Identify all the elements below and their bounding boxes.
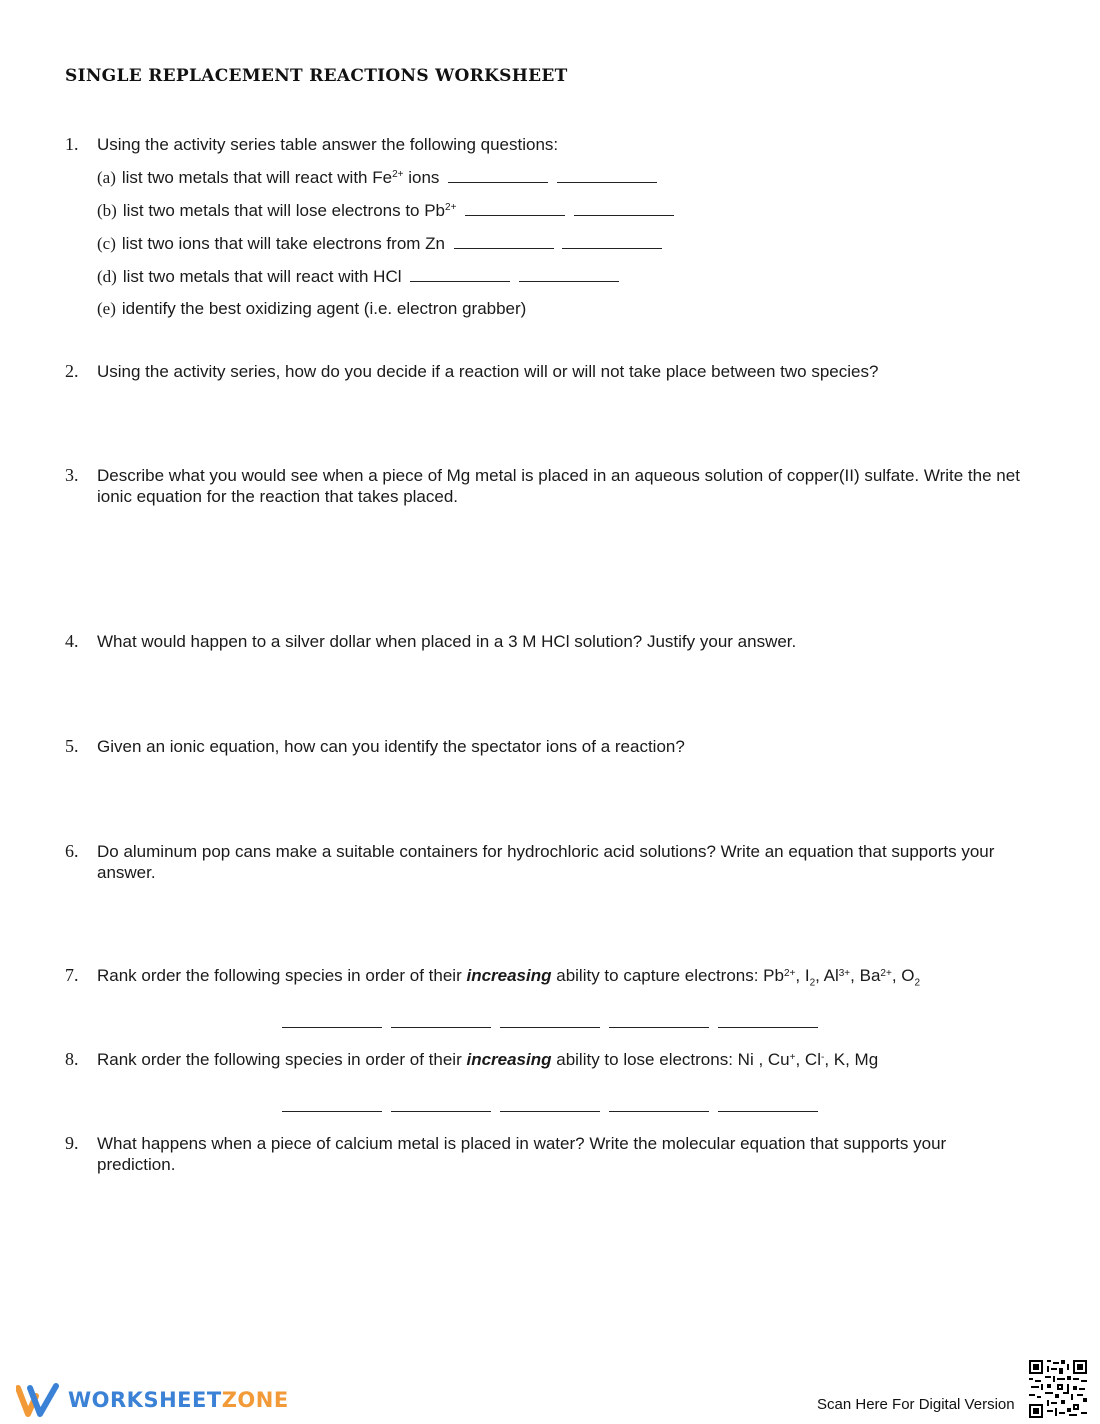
question-5: [65, 736, 1025, 757]
sub-text: list two ions that will take electrons from Zn: [121, 234, 445, 253]
charge-superscript: -: [820, 1052, 825, 1063]
question-text: What would happen to a silver dollar when placed in a 3 M HCl solution? Justify your answer.: [97, 632, 797, 651]
question-number: 6.: [65, 841, 79, 861]
answer-blank[interactable]: [448, 166, 548, 183]
text-part: , Al: [815, 966, 839, 985]
charge-superscript: 2+: [783, 968, 796, 979]
question-number: 1.: [65, 134, 79, 154]
question-text: Describe what you would see when a piece of Mg metal is placed in an aqueous solution of copper(II) sulfate. Write the net ionic equation for the reaction that takes placed.: [97, 466, 1020, 506]
answer-blank[interactable]: [557, 166, 657, 183]
charge-superscript: 3+: [838, 968, 851, 979]
question-7: [65, 965, 1025, 993]
question-2: [65, 361, 1025, 382]
text-part: , Ba: [850, 966, 881, 985]
text-part: , O: [891, 966, 915, 985]
sub-label: (a): [97, 168, 116, 187]
question-number: 8.: [65, 1049, 79, 1069]
question-number: 7.: [65, 965, 79, 985]
text-part: , I: [795, 966, 810, 985]
sub-text: list two metals that will react with HCl: [122, 267, 402, 286]
text-part: ability to lose electrons: Ni , Cu: [551, 1050, 790, 1069]
qr-code-icon[interactable]: [1029, 1360, 1087, 1418]
answer-blank[interactable]: [391, 1009, 491, 1028]
scan-caption: Scan Here For Digital Version: [817, 1396, 1015, 1413]
sub-text: list two metals that will lose electrons to Pb: [122, 201, 446, 220]
question-1c: [97, 232, 662, 254]
emphasis-text: increasing: [466, 1050, 552, 1069]
question-3: [65, 465, 1025, 507]
answer-blank[interactable]: [410, 265, 510, 282]
sub-text: identify the best oxidizing agent (i.e. electron grabber): [121, 299, 527, 318]
ranking-blanks-8: [282, 1093, 827, 1117]
question-9: [65, 1133, 1025, 1175]
answer-blank[interactable]: [282, 1093, 382, 1112]
answer-blank[interactable]: [609, 1009, 709, 1028]
sub-label: (e): [97, 299, 116, 318]
question-text: [97, 1049, 1025, 1070]
answer-blank[interactable]: [500, 1009, 600, 1028]
brand-part-1: WORKSHEET: [68, 1388, 222, 1412]
ranking-blanks-7: [282, 1009, 827, 1033]
answer-blank[interactable]: [609, 1093, 709, 1112]
sub-label: (d): [97, 267, 117, 286]
text-part: ability to capture electrons: Pb: [551, 966, 784, 985]
charge-superscript: 2+: [445, 202, 457, 213]
answer-blank[interactable]: [519, 265, 619, 282]
answer-blank[interactable]: [562, 232, 662, 249]
question-number: 3.: [65, 465, 79, 485]
charge-superscript: +: [789, 1052, 796, 1063]
question-1b: [97, 199, 674, 221]
charge-superscript: 2+: [392, 169, 404, 180]
sub-label: (c): [97, 234, 116, 253]
answer-blank[interactable]: [718, 1093, 818, 1112]
worksheetzone-logo[interactable]: [16, 1382, 289, 1418]
question-1a: [97, 166, 657, 188]
answer-blank[interactable]: [391, 1093, 491, 1112]
answer-blank[interactable]: [454, 232, 554, 249]
question-1: [65, 134, 1025, 155]
question-4: [65, 631, 1025, 652]
worksheet-title: SINGLE REPLACEMENT REACTIONS WORKSHEET: [65, 66, 568, 86]
answer-blank[interactable]: [500, 1093, 600, 1112]
w-logo-icon: [16, 1382, 62, 1418]
sub-text-end: ions: [403, 168, 440, 187]
question-text: What happens when a piece of calcium metal is placed in water? Write the molecular equation that supports your prediction.: [97, 1134, 947, 1174]
answer-blank[interactable]: [718, 1009, 818, 1028]
question-number: 9.: [65, 1133, 79, 1153]
text-part: Rank order the following species in order of their: [97, 1050, 467, 1069]
question-1d: [97, 265, 619, 287]
sub-text: list two metals that will react with Fe: [121, 168, 393, 187]
subscript: 2: [809, 977, 816, 989]
text-part: , Cl: [795, 1050, 821, 1069]
question-text: [97, 965, 1025, 993]
question-text: Using the activity series, how do you decide if a reaction will or will not take place between two species?: [97, 362, 879, 381]
sub-label: (b): [97, 201, 117, 220]
question-6: [65, 841, 1025, 883]
answer-blank[interactable]: [282, 1009, 382, 1028]
emphasis-text: increasing: [466, 966, 552, 985]
question-number: 2.: [65, 361, 79, 381]
charge-superscript: 2+: [880, 968, 892, 979]
brand-part-2: ZONE: [221, 1388, 289, 1412]
question-1e: [97, 298, 526, 319]
text-part: , K, Mg: [824, 1050, 879, 1069]
question-8: [65, 1049, 1025, 1070]
question-number: 5.: [65, 736, 79, 756]
text-part: Rank order the following species in order of their: [97, 966, 467, 985]
question-text: Do aluminum pop cans make a suitable containers for hydrochloric acid solutions? Write an equation that supports your answer.: [97, 842, 995, 882]
subscript: 2: [914, 977, 921, 989]
brand-name: [68, 1388, 289, 1412]
answer-blank[interactable]: [465, 199, 565, 216]
question-text: Given an ionic equation, how can you identify the spectator ions of a reaction?: [97, 737, 685, 756]
answer-blank[interactable]: [574, 199, 674, 216]
question-text: Using the activity series table answer the following questions:: [97, 135, 559, 154]
question-number: 4.: [65, 631, 79, 651]
